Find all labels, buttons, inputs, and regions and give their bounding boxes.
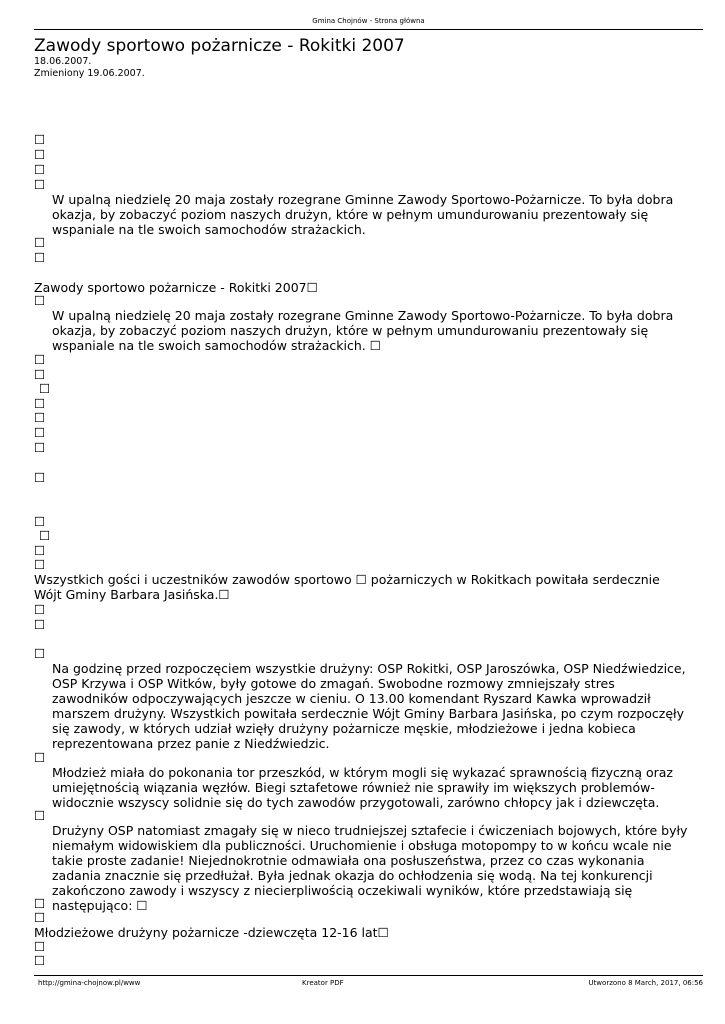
page-header [34, 14, 703, 30]
image-placeholder: ☐ [34, 352, 46, 367]
page-footer [34, 975, 703, 990]
image-placeholder: ☐ [136, 898, 148, 913]
image-placeholder: ☐ [34, 250, 46, 265]
image-placeholder: ☐ [34, 162, 46, 177]
article-modified-date: Zmieniony 19.06.2007. [34, 68, 145, 79]
welcome-paragraph: Wszystkich gości i uczestników zawodów sportowo ☐ pożarniczych w Rokitkach powitała serdecznie Wójt Gminy Barbara Jasińska.☐ [34, 572, 660, 602]
image-placeholder: ☐ [34, 617, 46, 632]
results-heading: Młodzieżowe drużyny pożarnicze -dziewczęta 12-16 lat☐ [34, 925, 389, 940]
image-placeholder: ☐ [377, 925, 389, 940]
image-placeholder: ☐ [34, 147, 46, 162]
image-placeholder: ☐ [34, 235, 46, 250]
image-placeholder: ☐ [306, 280, 318, 295]
site-title: Gmina Chojnów - Strona główna [312, 17, 425, 25]
image-placeholder: ☐ [34, 910, 46, 925]
image-placeholder: ☐ [34, 425, 46, 440]
footer-url: http://gmina-chojnow.pl/www [38, 979, 141, 987]
image-placeholder: ☐ [218, 587, 230, 602]
image-placeholder: ☐ [355, 572, 367, 587]
image-placeholder: ☐ [34, 602, 46, 617]
paragraph-osp: Drużyny OSP natomiast zmagały się w nieco trudniejszej sztafecie i ćwiczeniach bojowych, które były niemałym widowiskiem dla publiczności. Uruchomienie i obsługa motopompy to w końcu wcale nie takie proste zadanie! Niejednokrotnie odmawiała ona posłuszeństwa, przez co czas wykonania zadania znacznie się przedłużał. Była jednak okazja do ochłodzenia się wodą. Na tej konkurencji zakończono zawody i wszyscy z niecierpliwością oczekiwali wyników, które przedstawiają się następująco: ☐ [52, 823, 688, 913]
image-placeholder: ☐ [34, 808, 46, 823]
image-placeholder: ☐ [34, 646, 46, 661]
footer-created-date: Utworzono 8 March, 2017, 06:56 [588, 979, 703, 987]
intro-paragraph: W upalną niedzielę 20 maja zostały rozegrane Gminne Zawody Sportowo-Pożarnicze. To była dobra okazja, by zobaczyć poziom naszych drużyn, które w pełnym umundurowaniu prezentowały się wspaniale na tle swoich samochodów strażackich. [52, 192, 674, 237]
image-placeholder: ☐ [34, 514, 46, 529]
image-placeholder: ☐ [34, 440, 46, 455]
image-placeholder: ☐ [34, 750, 46, 765]
image-placeholder: ☐ [34, 557, 46, 572]
image-placeholder: ☐ [34, 410, 46, 425]
paragraph-youth: Młodzież miała do pokonania tor przeszkód, w którym mogli się wykazać sprawnością fizyczną oraz umiejętnością wiązania węzłów. Biegi sztafetowe również nie sprawiły im większych problemów- widocznie wszyscy solidnie się do tych zawodów przygotowali, zarówno chłopcy jak i dziewczęta. [52, 765, 673, 810]
image-placeholder: ☐ [34, 396, 46, 411]
footer-generator: Kreator PDF [302, 979, 344, 987]
image-placeholder: ☐ [369, 338, 381, 353]
article-date: 18.06.2007. [34, 56, 92, 67]
image-placeholder: ☐ [34, 543, 46, 558]
image-placeholder: ☐ [39, 381, 51, 396]
image-placeholder: ☐ [34, 896, 46, 911]
paragraph-start-of-competition: Na godzinę przed rozpoczęciem wszystkie drużyny: OSP Rokitki, OSP Jaroszówka, OSP Niedźwiedzice, OSP Krzywa i OSP Witków, były gotowe do zmagań. Swobodne rozmowy zmniejszały stres zawodników odpoczywających jeszcze w cieniu. O 13.00 komendant Ryszard Kawka wprowadził marszem drużyny. Wszystkich powitała serdecznie Wójt Gminy Barbara Jasińska, po czym rozpoczęły się zawody, w których udział wzięły drużyny pożarnicze męskie, młodzieżowe i jedna kobieca reprezentowana przez panie z Niedźwiedzic. [52, 661, 686, 751]
intro-paragraph-repeat: W upalną niedzielę 20 maja zostały rozegrane Gminne Zawody Sportowo-Pożarnicze. To była dobra okazja, by zobaczyć poziom naszych drużyn, które w pełnym umundurowaniu prezentowały się wspaniale na tle swoich samochodów strażackich. ☐ [52, 308, 674, 353]
image-placeholder: ☐ [34, 177, 46, 192]
image-placeholder: ☐ [39, 528, 51, 543]
article-title: Zawody sportowo pożarnicze - Rokitki 2007 [34, 36, 405, 56]
image-placeholder: ☐ [34, 293, 46, 308]
image-placeholder: ☐ [34, 470, 46, 485]
image-placeholder: ☐ [34, 953, 46, 968]
image-placeholder: ☐ [34, 367, 46, 382]
section-title: Zawody sportowo pożarnicze - Rokitki 2007☐ [34, 280, 318, 295]
image-placeholder: ☐ [34, 939, 46, 954]
image-placeholder: ☐ [34, 132, 46, 147]
